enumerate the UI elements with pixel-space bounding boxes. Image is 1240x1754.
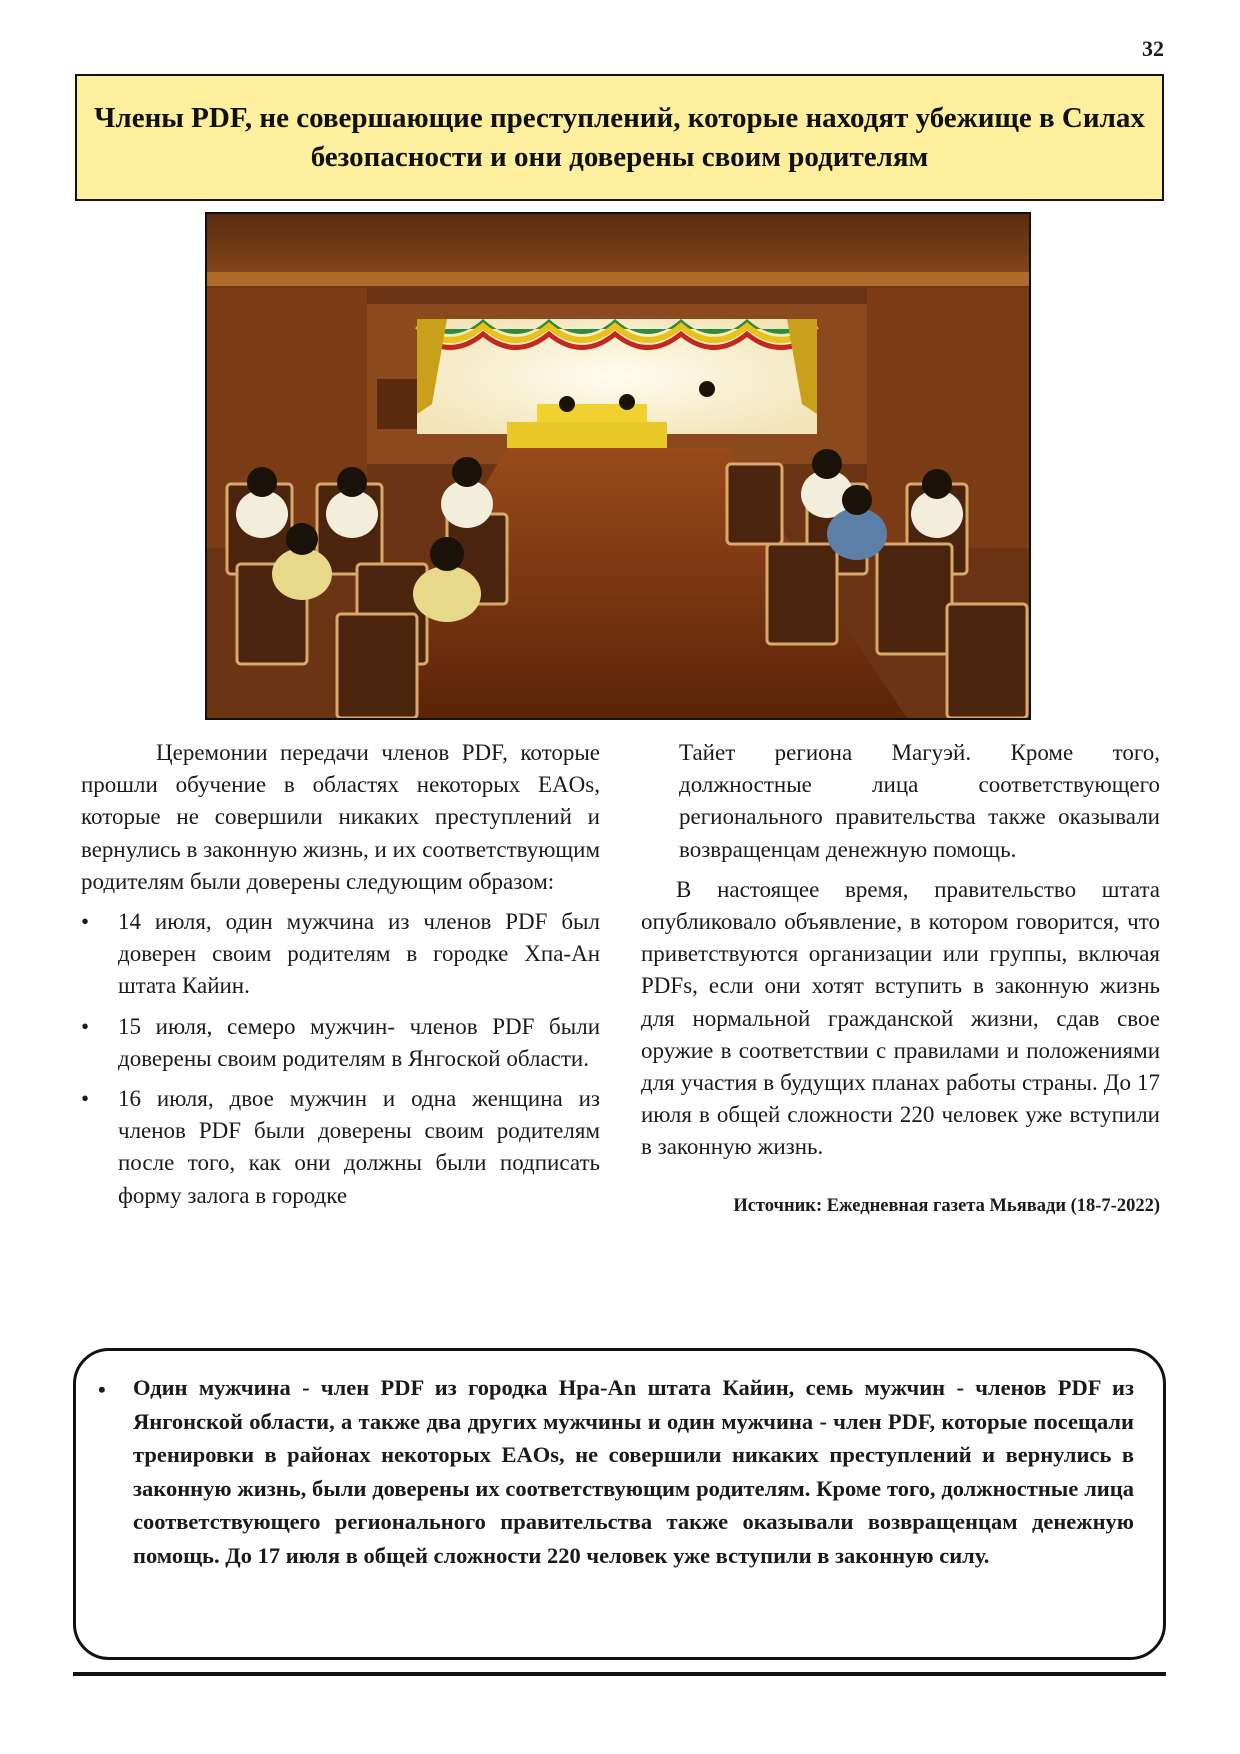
event-list [81, 906, 600, 1212]
list-item: • 14 июля, один мужчина из членов PDF был доверен своим родителям в городке Хпа-Ан штата Кайин. [81, 906, 600, 1003]
article-source: Источник: Ежедневная газета Мьявади (18-7-2022) [733, 1195, 1160, 1216]
article-continuation: Тайет региона Магуэй. Кроме того, должностные лица соответствующего регионального правительства также оказывали возвращенцам денежную помощь. [679, 740, 1160, 862]
list-item: • 15 июля, семеро мужчин- членов PDF были доверены своим родителям в Янгоской области. [81, 1011, 600, 1075]
bullet-icon: • [98, 1377, 106, 1402]
summary-box [73, 1348, 1166, 1660]
ceremony-photo [205, 212, 1031, 720]
summary-text: Один мужчина - член PDF из городка Hpa-An штата Кайин, семь мужчин - членов PDF из Янгонской области, а также два других мужчины и один мужчина - член PDF, которые посещали тренировки в районах некоторых EAOs, не совершили никаких преступлений и вернулись в законную жизнь, были доверены их соответствующим родителям. Кроме того, должностные лица соответствующего регионального правительства также оказывали возвращенцам денежную помощь. До 17 июля в общей сложности 220 человек уже вступили в законную силу. [133, 1375, 1134, 1568]
bullet-icon: • [81, 1013, 90, 1039]
article-left-column [81, 737, 600, 1220]
article-intro: Церемонии передачи членов PDF, которые прошли обучение в областях некоторых EAOs, которые не совершили никаких преступлений и вернулись в законную жизнь, и их соответствующим родителям были доверены следующим образом: [81, 740, 600, 894]
list-item: • 16 июля, двое мужчин и одна женщина из членов PDF были доверены своим родителям после того, как они должны были подписать форму залога в городке [81, 1083, 600, 1212]
article-right-column [641, 737, 1160, 1222]
page-number: 32 [1142, 36, 1164, 61]
bottom-rule [73, 1672, 1166, 1676]
bullet-icon: • [81, 909, 90, 935]
headline-box [75, 74, 1164, 201]
bullet-icon: • [81, 1086, 90, 1112]
headline: Члены PDF, не совершающие преступлений, которые находят убежище в Силах безопасности и они доверены своим родителям [94, 101, 1145, 173]
article-paragraph: В настоящее время, правительство штата опубликовало объявление, в котором говорится, что приветствуются организации или группы, включая PDFs, если они хотят вступить в законную жизнь для нормальной гражданской жизни, сдав свое оружие в соответствии с правилами и положениями для участия в будущих планах работы страны. До 17 июля в общей сложности 220 человек уже вступили в законную жизнь. [641, 876, 1160, 1160]
